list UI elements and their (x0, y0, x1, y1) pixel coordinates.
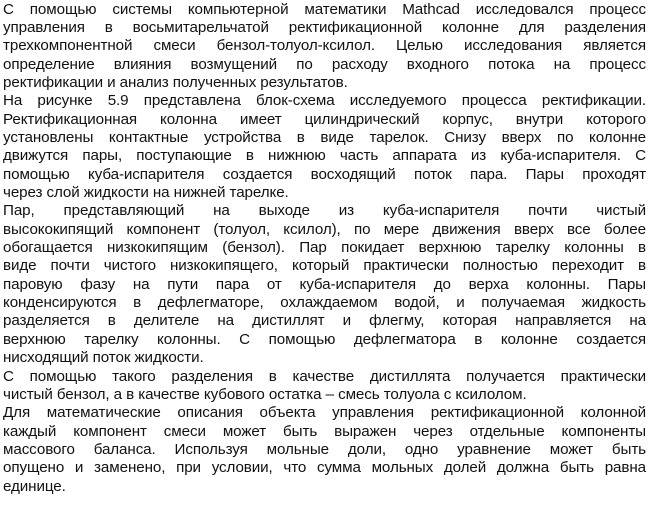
text-line: С помощью системы компьютерной математики Mathcad исследовался процесс (3, 1, 646, 18)
text-line: массового баланса. Используя мольные доли, одно уравнение может быть (3, 441, 646, 458)
text-line: трехкомпонентной смеси бензол-толуол-ксилол. Целью исследования является (3, 37, 646, 54)
text-line: ректификации и анализ полученных результатов. (3, 74, 348, 91)
text-line: опущено и заменено, при условии, что сумма мольных долей должна быть равна (3, 459, 646, 476)
text-line: Ректификационная колонна имеет цилиндрический корпус, внутри которого (3, 111, 646, 128)
text-line: обогащается низкокипящим (бензол). Пар покидает верхнюю тарелку колонны в (3, 239, 646, 256)
text-line: Для математические описания объекта управления ректификационной колонной (3, 404, 646, 421)
text-line: разделяется в делителе на дистиллят и флегму, которая направляется на (3, 312, 646, 329)
text-line: каждый компонент смеси может быть выражен через отдельные компоненты (3, 423, 646, 440)
text-line: высококипящий компонент (толуол, ксилол), по мере движения вверх все более (3, 221, 646, 238)
text-line: движутся пары, поступающие в нижнюю часть аппарата из куба-испарителя. С (3, 147, 646, 164)
text-line: паровую фазу на пути пара от куба-испарителя до верха колонны. Пары (3, 276, 646, 293)
text-line: управления в восьмитарельчатой ректификационной колонне для разделения (3, 19, 646, 36)
document-page (3, 1, 646, 517)
text-line: определение влияния возмущений по расходу входного потока на процесс (3, 56, 646, 73)
text-line: С помощью такого разделения в качестве дистиллята получается практически (3, 368, 646, 385)
text-line: чистый бензол, а в качестве кубового остатка – смесь толуола с ксилолом. (3, 386, 527, 403)
text-line: через слой жидкости на нижней тарелке. (3, 184, 289, 201)
text-line: помощью куба-испарителя создается восходящий поток пара. Пары проходят (3, 166, 646, 183)
text-line: виде почти чистого низкокипящего, который практически полностью переходит в (3, 257, 646, 274)
text-line: На рисунке 5.9 представлена блок-схема исследуемого процесса ректификации. (3, 92, 646, 109)
text-line: Пар, представляющий на выходе из куба-испарителя почти чистый (3, 202, 646, 219)
text-line: верхнюю тарелку колонны. С помощью дефлегматора в колонне создается (3, 331, 646, 348)
text-line: единице. (3, 478, 66, 495)
text-line: нисходящий поток жидкости. (3, 349, 204, 366)
text-line: конденсируются в дефлегматоре, охлаждаемом водой, и получаемая жидкость (3, 294, 646, 311)
text-line: установлены контактные устройства в виде тарелок. Снизу вверх по колонне (3, 129, 646, 146)
